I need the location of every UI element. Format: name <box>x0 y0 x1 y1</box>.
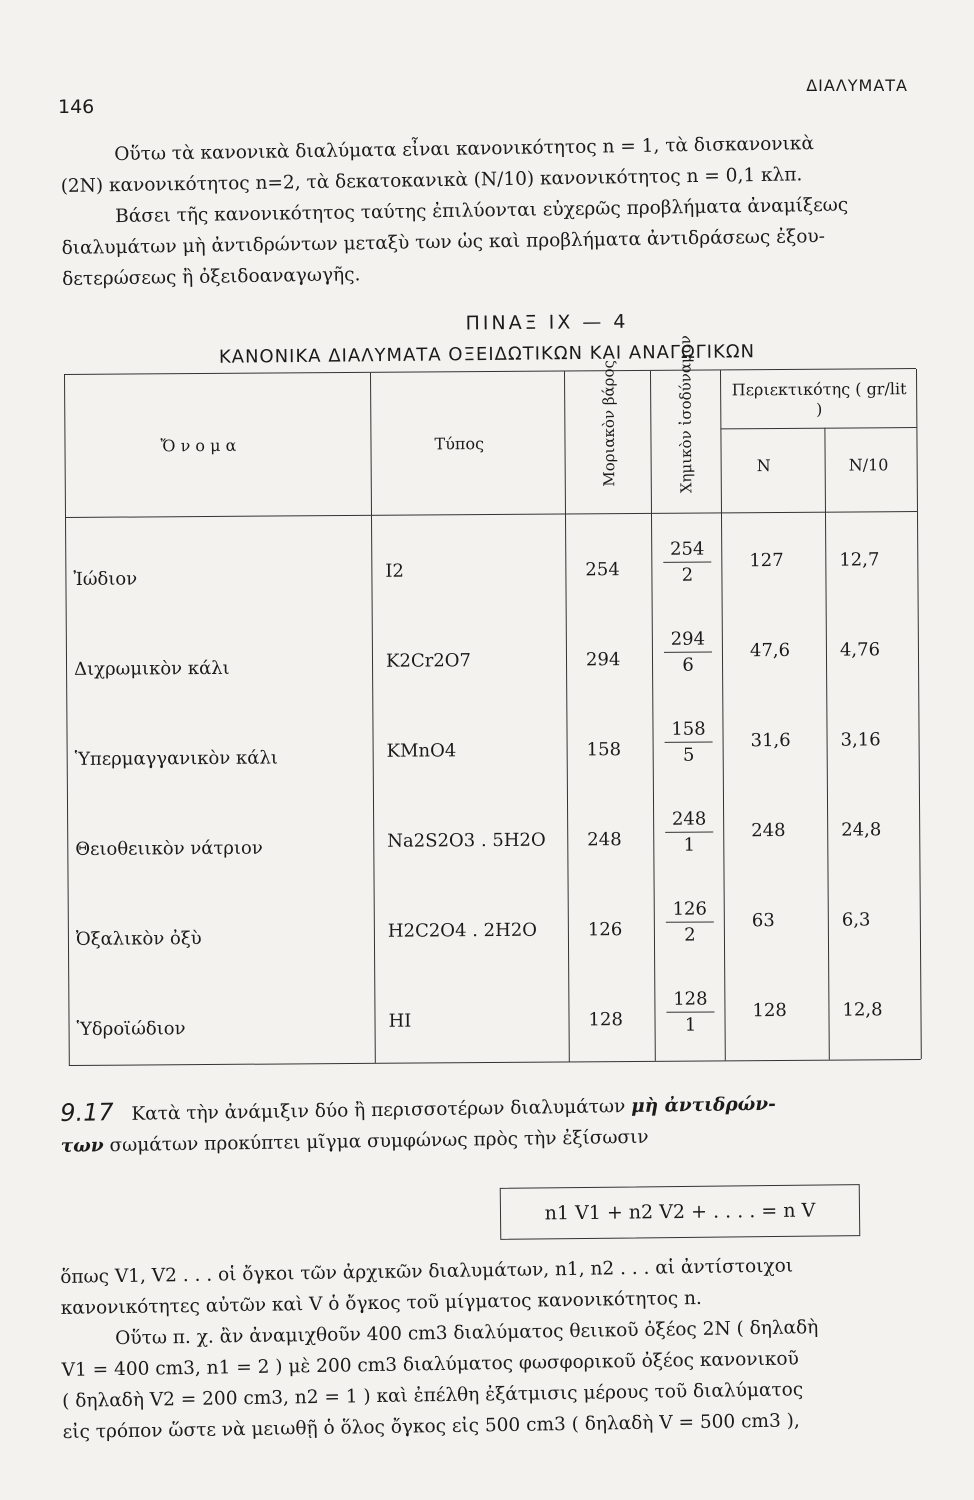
header-n: N <box>756 456 771 476</box>
row-normal: 31,6 <box>750 729 791 752</box>
row-equivalent <box>660 898 720 945</box>
equation-box: n1 V1 + n2 V2 + . . . . = n V <box>500 1184 861 1240</box>
row-decinormal: 4,76 <box>839 639 881 661</box>
equivalent-numerator: 294 <box>670 628 706 650</box>
equivalent-numerator: 248 <box>671 808 707 830</box>
row-name: Ὑδροϊώδιον <box>76 1018 186 1040</box>
row-formula: H2C2O4 . 2H2O <box>387 919 538 942</box>
header-type: Τύπος <box>434 434 485 454</box>
row-normal: 127 <box>749 549 784 572</box>
equivalent-denominator: 1 <box>683 834 696 856</box>
intro-line: Οὕτω τὰ κανονικὰ διαλύματα εἶναι κανονικότητος n = 1, τὰ δισκανονικὰ <box>114 133 815 166</box>
outro-line: Οὕτω π. χ. ἂν ἀναμιχθοῦν 400 cm3 διαλύματος θειικοῦ ὀξέος 2N ( δηλαδὴ <box>115 1317 819 1350</box>
equivalent-denominator: 6 <box>682 654 694 676</box>
equivalent-denominator: 2 <box>681 564 694 586</box>
section-text: Κατὰ τὴν ἀνάμιξιν δύο ἢ περισσοτέρων διαλυμάτων <box>131 1096 626 1125</box>
row-decinormal: 12,7 <box>839 549 880 571</box>
row-name: Ἰώδιον <box>73 568 138 590</box>
running-title: ΔΙΑΛΥΜΑΤΑ <box>806 76 908 95</box>
row-decinormal: 6,3 <box>841 909 871 931</box>
outro-line: V1 = 400 cm3, n1 = 2 ) μὲ 200 cm3 διαλύματος φωσφορικοῦ ὀξέος κανονικοῦ <box>61 1348 799 1381</box>
row-formula: Na2S2O3 . 5H2O <box>387 829 546 852</box>
intro-line: Βάσει τῆς κανονικότητος ταύτης ἐπιλύονται εὐχερῶς προβλήματα ἀναμίξεως <box>115 194 849 228</box>
row-normal: 248 <box>751 819 786 842</box>
equivalent-numerator: 254 <box>669 538 705 560</box>
outro-line: ( δηλαδὴ V2 = 200 cm3, n2 = 1 ) καὶ ἐπέλθη ἐξάτμισις μέρους τοῦ διαλύματος <box>62 1379 804 1412</box>
row-formula: K2Cr2O7 <box>385 650 472 672</box>
fraction-bar <box>665 831 713 832</box>
fraction-bar <box>666 921 714 922</box>
header-name: Ὄ ν ο μ α <box>160 435 237 456</box>
equivalent-denominator: 5 <box>682 744 695 766</box>
section-paragraph <box>60 1085 913 1162</box>
fraction-bar <box>664 651 712 652</box>
row-mol-weight: 158 <box>586 739 622 761</box>
fraction-bar <box>663 561 711 562</box>
fraction-bar <box>665 741 713 742</box>
equivalent-denominator: 2 <box>684 924 696 946</box>
row-decinormal: 12,8 <box>842 999 883 1021</box>
row-mol-weight: 254 <box>585 559 620 581</box>
row-decinormal: 3,16 <box>840 729 881 751</box>
row-name: Ὀξαλικὸν ὀξὺ <box>75 928 202 950</box>
header-concentration: Περιεκτικότης ( gr/lit ) <box>731 379 907 419</box>
header-equivalent: Χημικὸν ἰσοδύναμον <box>676 335 696 494</box>
row-normal: 47,6 <box>749 639 791 662</box>
header-mol-weight: Μοριακὸν βάρος <box>599 360 619 487</box>
outro-line: κανονικότητες αὐτῶν καὶ V ὁ ὄγκος τοῦ μίγματος κανονικότητος n. <box>60 1287 702 1319</box>
row-mol-weight: 128 <box>588 1009 623 1031</box>
table-title: ΚΑΝΟΝΙΚΑ ΔΙΑΛΥΜΑΤΑ ΟΞΕΙΔΩΤΙΚΩΝ ΚΑΙ ΑΝΑΓΩΓΙΚΩΝ <box>218 341 756 368</box>
row-decinormal: 24,8 <box>841 819 882 841</box>
page-number: 146 <box>58 96 95 118</box>
equivalent-denominator: 1 <box>684 1014 697 1036</box>
intro-line: (2N) κανονικότητος n=2, τὰ δεκατοκανικὰ (N/10) κανονικότητος n = 0,1 κλπ. <box>60 164 803 197</box>
row-mol-weight: 126 <box>587 919 623 941</box>
intro-paragraph <box>60 127 914 295</box>
row-formula: I2 <box>385 560 405 582</box>
section-emphasis-cont: των <box>60 1135 104 1157</box>
section-emphasis: μὴ ἀντιδρών- <box>630 1093 776 1118</box>
row-equivalent <box>658 718 718 765</box>
row-equivalent <box>657 538 717 585</box>
row-formula: HI <box>388 1010 412 1032</box>
row-equivalent <box>658 628 718 675</box>
intro-line: διαλυμάτων μὴ ἀντιδρώντων μεταξὺ των ὡς καὶ προβλήματα ἀντιδράσεως ἐξου- <box>61 225 826 259</box>
row-name: Ὑπερμαγγανικὸν κάλι <box>74 747 278 770</box>
outro-paragraph <box>60 1249 915 1448</box>
table-number: ΠΙΝΑΞ IX — 4 <box>465 310 629 335</box>
header-n10: N/10 <box>848 455 889 475</box>
fraction-bar <box>666 1011 714 1012</box>
row-mol-weight: 248 <box>587 829 622 851</box>
section-text-cont: σωμάτων προκύπτει μῖγμα συμφώνως πρὸς τὴν ἐξίσωσιν <box>109 1126 649 1157</box>
row-equivalent <box>659 808 719 855</box>
equivalent-numerator: 126 <box>672 898 707 920</box>
section-number: 9.17 <box>60 1098 114 1127</box>
equivalent-numerator: 128 <box>673 988 708 1010</box>
intro-line: δετερώσεως ἢ ὀξειδοαναγωγῆς. <box>62 264 361 290</box>
outro-line: ὅπως V1, V2 . . . οἱ ὄγκοι τῶν ἀρχικῶν διαλυμάτων, n1, n2 . . . αἱ ἀντίστοιχοι <box>60 1255 794 1288</box>
equivalent-numerator: 158 <box>671 718 706 740</box>
row-normal: 63 <box>751 910 775 932</box>
row-mol-weight: 294 <box>585 649 621 671</box>
row-name: Διχρωμικὸν κάλι <box>73 657 230 680</box>
row-normal: 128 <box>752 999 787 1022</box>
row-equivalent <box>660 988 720 1035</box>
row-name: Θειοθειικὸν νάτριον <box>75 837 263 860</box>
outro-line: εἰς τρόπον ὥστε νὰ μειωθῇ ὁ ὅλος ὄγκος εἰς 500 cm3 ( δηλαδὴ V = 500 cm3 ), <box>62 1410 800 1443</box>
row-formula: KMnO4 <box>386 740 457 762</box>
